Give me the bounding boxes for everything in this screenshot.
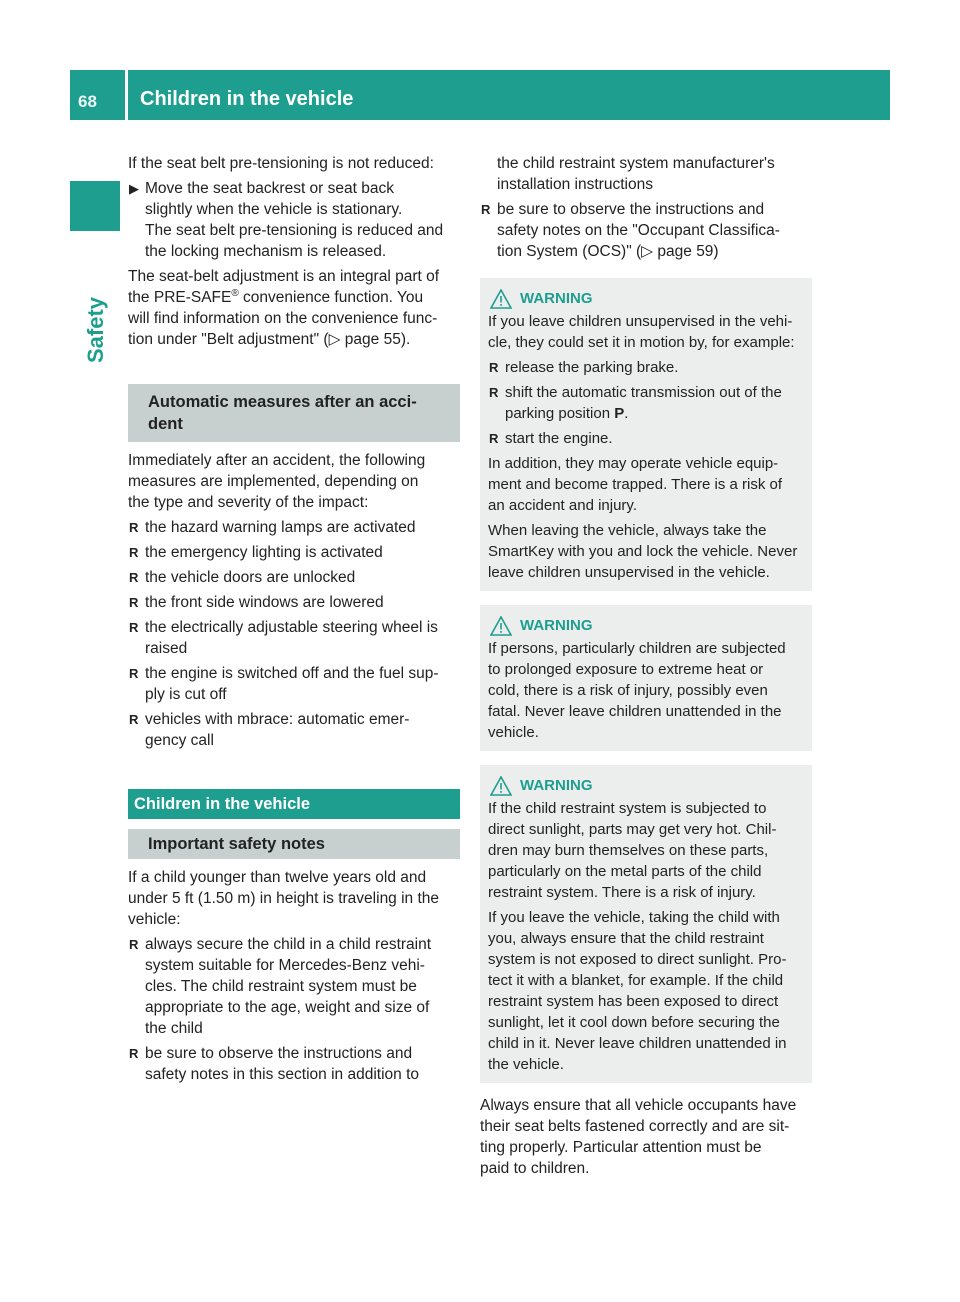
page-ref-link[interactable]: page 59) xyxy=(653,243,719,260)
text-line: vehicle: xyxy=(128,911,181,928)
text-line: direct sunlight, parts may get very hot. Chil- xyxy=(488,821,777,838)
warning-box xyxy=(480,605,812,751)
text-line: measures are implemented, depending on xyxy=(128,473,419,490)
text-line: If persons, particularly children are subjected xyxy=(488,640,786,657)
list-item xyxy=(480,199,812,262)
text-line: dren may burn themselves on these parts, xyxy=(488,842,769,859)
text-line: slightly when the vehicle is stationary. xyxy=(145,201,403,218)
side-marker-block xyxy=(70,181,120,231)
list-item xyxy=(128,1043,460,1085)
bullet-icon: R xyxy=(129,1046,139,1061)
text-line: paid to children. xyxy=(480,1160,590,1177)
text-line: sunlight, let it cool down before securing the xyxy=(488,1014,780,1031)
text-line: gency call xyxy=(145,732,214,749)
text-line: system suitable for Mercedes-Benz vehi- xyxy=(145,957,425,974)
text-line: ment and become trapped. There is a risk of xyxy=(488,476,783,493)
text-line: If you leave the vehicle, taking the child with xyxy=(488,909,780,926)
text-line: cold, there is a risk of injury, possibly even xyxy=(488,682,768,699)
section-heading-automatic-measures xyxy=(128,384,460,442)
heading-line: dent xyxy=(148,415,183,433)
text-line: When leaving the vehicle, always take the xyxy=(488,522,767,539)
text-line: The seat belt pre-tensioning is reduced and xyxy=(145,222,444,239)
side-tab-label: Safety xyxy=(83,296,109,364)
bullet-icon: R xyxy=(129,620,139,635)
text-fragment: tion under "Belt adjustment" ( xyxy=(128,331,329,348)
gear-position-label: P xyxy=(614,405,625,422)
paragraph xyxy=(128,450,460,513)
text-line: start the engine. xyxy=(505,430,613,447)
text-line: leave children unsupervised in the vehicle. xyxy=(488,564,770,581)
bullet-icon: R xyxy=(129,545,139,560)
left-column xyxy=(128,153,460,1089)
text-line: the engine is switched off and the fuel sup- xyxy=(145,665,439,682)
warning-label: WARNING xyxy=(520,777,593,794)
list-item-continued xyxy=(480,153,812,195)
text-line: you, always ensure that the child restraint xyxy=(488,930,764,947)
text-line: the emergency lighting is activated xyxy=(145,544,383,561)
text-line: the electrically adjustable steering wheel is xyxy=(145,619,438,636)
page-ref-arrow-icon: ▷ xyxy=(328,331,341,348)
right-column xyxy=(480,153,812,1183)
warning-header xyxy=(488,775,804,796)
warning-triangle-icon xyxy=(490,776,512,796)
list-item xyxy=(128,663,460,705)
text-line: cle, they could set it in motion by, for example: xyxy=(488,334,795,351)
warning-triangle-icon xyxy=(490,616,512,636)
text-fragment: the PRE-SAFE xyxy=(128,289,232,306)
side-tab xyxy=(76,296,116,364)
list-item xyxy=(128,542,460,563)
text-line: the vehicle doors are unlocked xyxy=(145,569,356,586)
bullet-icon: R xyxy=(129,520,139,535)
list-item xyxy=(128,592,460,613)
text-line: will find information on the convenience func- xyxy=(128,310,438,327)
text-line: the type and severity of the impact: xyxy=(128,494,369,511)
text-line: ting properly. Particular attention must be xyxy=(480,1139,762,1156)
text-line: child in it. Never leave children unattended in xyxy=(488,1035,787,1052)
list-item xyxy=(488,428,804,449)
text-line: tect it with a blanket, for example. If the child xyxy=(488,972,784,989)
page-title: Children in the vehicle xyxy=(140,88,354,110)
heading-line: Automatic measures after an acci- xyxy=(148,393,417,411)
text-line: to prolonged exposure to extreme heat or xyxy=(488,661,764,678)
warning-box xyxy=(480,765,812,1083)
text-line: vehicle. xyxy=(488,724,539,741)
text-line: be sure to observe the instructions and xyxy=(145,1045,413,1062)
text-line: installation instructions xyxy=(497,176,653,193)
text-line: restraint system has been exposed to direct xyxy=(488,993,779,1010)
text-line: If you leave children unsupervised in the vehi- xyxy=(488,313,793,330)
text-line: the child xyxy=(145,1020,203,1037)
list-item xyxy=(128,617,460,659)
text-fragment: . xyxy=(624,405,629,422)
section-heading-safety-notes xyxy=(128,829,460,859)
header-separator xyxy=(125,70,128,120)
page-number: 68 xyxy=(78,92,97,111)
page-ref-link[interactable]: page 55). xyxy=(340,331,411,348)
bullet-icon: R xyxy=(129,937,139,952)
bullet-icon: R xyxy=(481,202,491,217)
text-line: an accident and injury. xyxy=(488,497,637,514)
text-line: restraint system. There is a risk of injury. xyxy=(488,884,756,901)
list-item xyxy=(128,934,460,1039)
bullet-icon: R xyxy=(129,666,139,681)
text-line: be sure to observe the instructions and xyxy=(497,201,765,218)
text-line: In addition, they may operate vehicle equip- xyxy=(488,455,779,472)
text-line: under 5 ft (1.50 m) in height is traveling in the xyxy=(128,890,440,907)
warning-header xyxy=(488,288,804,309)
text-line: Move the seat backrest or seat back xyxy=(145,180,394,197)
warning-label: WARNING xyxy=(520,290,593,307)
bullet-icon: R xyxy=(129,595,139,610)
text-line: release the parking brake. xyxy=(505,359,679,376)
text-line: fatal. Never leave children unattended in the xyxy=(488,703,782,720)
text-line: safety notes in this section in addition to xyxy=(145,1066,419,1083)
heading-line: Children in the vehicle xyxy=(134,795,311,813)
text-line: the child restraint system manufacturer's xyxy=(497,155,775,172)
text-line: If a child younger than twelve years old and xyxy=(128,869,427,886)
bullet-list-auto xyxy=(128,517,460,751)
text-line: appropriate to the age, weight and size of xyxy=(145,999,430,1016)
bullet-icon: R xyxy=(489,385,499,400)
paragraph-closing xyxy=(480,1095,812,1179)
text-line: ply is cut off xyxy=(145,686,227,703)
bullet-icon: R xyxy=(129,712,139,727)
warning-box xyxy=(480,278,812,591)
action-arrow-icon: ▶ xyxy=(129,181,139,196)
text-line: the locking mechanism is released. xyxy=(145,243,387,260)
page-ref-arrow-icon: ▷ xyxy=(641,243,654,260)
bullet-icon: R xyxy=(489,360,499,375)
list-item xyxy=(128,567,460,588)
text-line: their seat belts fastened correctly and are sit- xyxy=(480,1118,790,1135)
paragraph xyxy=(128,867,460,930)
text-line: always secure the child in a child restraint xyxy=(145,936,432,953)
paragraph: If the seat belt pre-tensioning is not reduced: xyxy=(128,155,434,172)
text-line: system is not exposed to direct sunlight. Pro- xyxy=(488,951,787,968)
text-line: the vehicle. xyxy=(488,1056,564,1073)
text-line: If the child restraint system is subjected to xyxy=(488,800,767,817)
bullet-icon: R xyxy=(489,431,499,446)
action-step xyxy=(128,178,460,262)
text-line: The seat-belt adjustment is an integral part of xyxy=(128,268,440,285)
text-line: raised xyxy=(145,640,188,657)
text-line: vehicles with mbrace: automatic emer- xyxy=(145,711,410,728)
text-line: Always ensure that all vehicle occupants have xyxy=(480,1097,797,1114)
text-line: the hazard warning lamps are activated xyxy=(145,519,416,536)
warning-triangle-icon xyxy=(490,289,512,309)
warning-header xyxy=(488,615,804,636)
text-line: Immediately after an accident, the following xyxy=(128,452,426,469)
text-line: cles. The child restraint system must be xyxy=(145,978,417,995)
registered-mark: ® xyxy=(231,287,239,299)
heading-line: Important safety notes xyxy=(148,835,325,853)
text-fragment: parking position xyxy=(505,405,615,422)
bullet-icon: R xyxy=(129,570,139,585)
text-fragment: tion System (OCS)" ( xyxy=(497,243,642,260)
warning-label: WARNING xyxy=(520,617,593,634)
section-heading-children xyxy=(128,789,460,819)
list-item xyxy=(128,709,460,751)
bullet-list-children xyxy=(128,934,460,1085)
list-item xyxy=(128,517,460,538)
text-fragment: convenience function. You xyxy=(238,289,424,306)
text-line: SmartKey with you and lock the vehicle. Never xyxy=(488,543,798,560)
text-line: particularly on the metal parts of the child xyxy=(488,863,762,880)
list-item xyxy=(488,382,804,424)
text-line: safety notes on the "Occupant Classifica- xyxy=(497,222,780,239)
list-item xyxy=(488,357,804,378)
text-line: shift the automatic transmission out of the xyxy=(505,384,782,401)
paragraph-presafe xyxy=(128,266,460,350)
text-line: the front side windows are lowered xyxy=(145,594,384,611)
